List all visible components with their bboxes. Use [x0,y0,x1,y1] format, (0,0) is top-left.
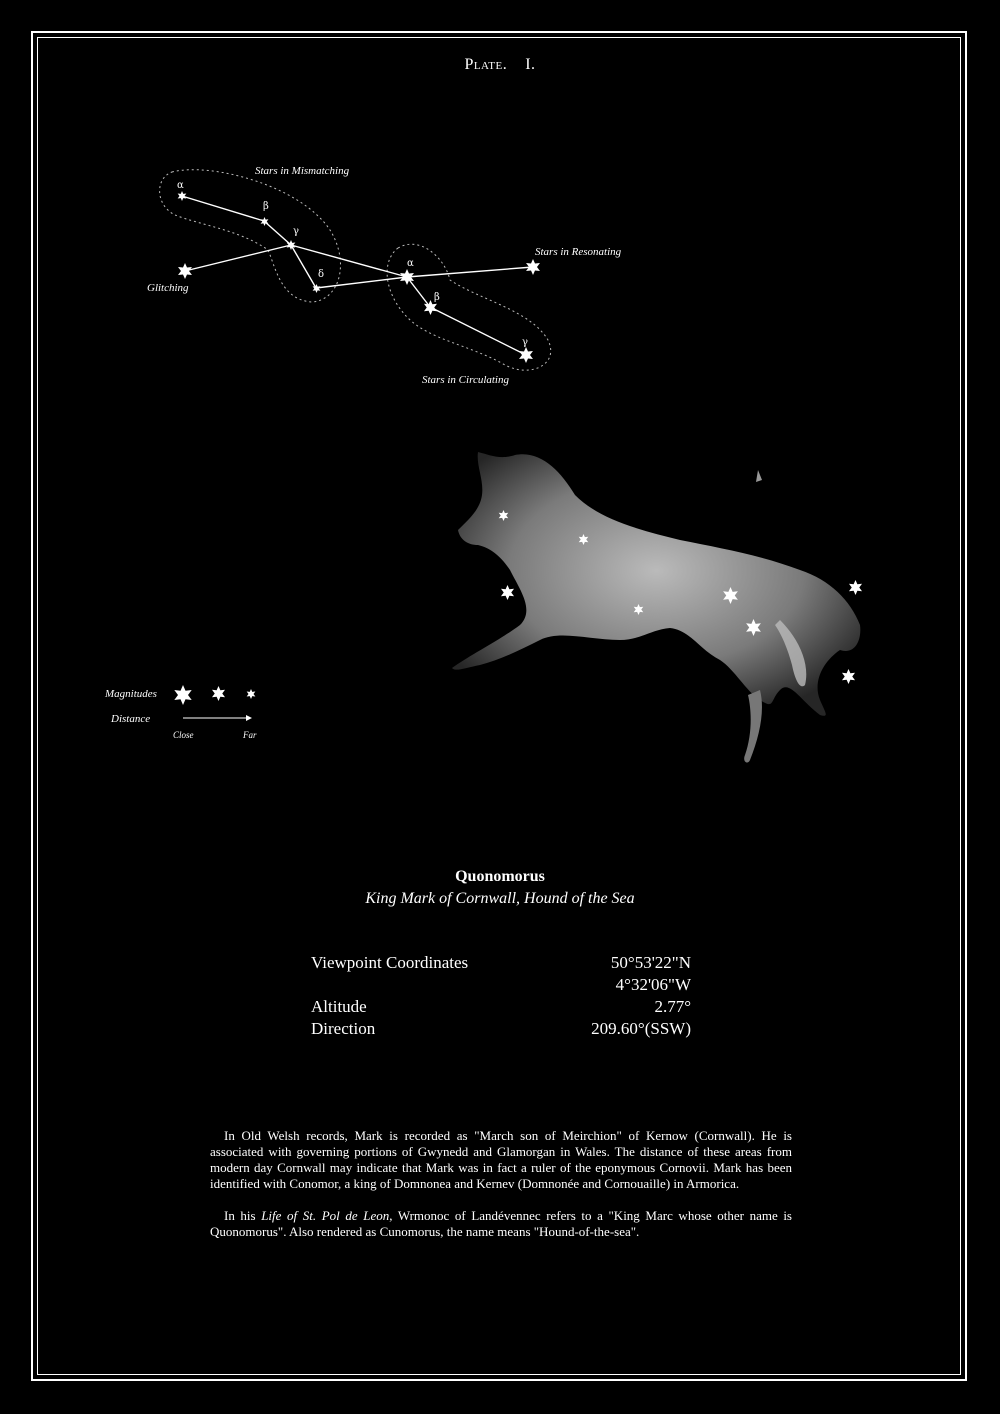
greek-beta-2: β [434,292,440,303]
description-paragraph-2 [210,1208,792,1240]
label-glitching: Glitching [147,282,189,294]
legend-distance: Distance [111,713,151,725]
star-alpha-mismatching [178,191,187,201]
greek-alpha-2: α [407,258,414,269]
latitude-value: 50°53'22"N [610,953,691,972]
hound-star [849,580,862,595]
row-coordinates-lon [311,974,691,996]
legend-magnitudes: Magnitudes [105,688,157,700]
legend-star-small [247,689,256,699]
label-circulating: Stars in Circulating [422,374,509,386]
longitude-value: 4°32'06"W [615,975,691,994]
distance-arrow-head [246,715,252,721]
greek-gamma-2: γ [522,337,528,348]
description-paragraph-1: In Old Welsh records, Mark is recorded as "March son of Meirchion" of Kernow (Cornwall). He is associated with governing portions of Gwynedd and Glamorgan in Wales. The distance of these areas from modern day Cornwall may indicate that Mark was in fact a ruler of the eponymous Cornovii. Mark has been identified with Conomor, a king of Domnonea and Kernev (Domnonée and Cornouaille) in Armorica. [210,1128,792,1191]
direction-label: Direction [311,1019,376,1038]
altitude-label: Altitude [311,997,367,1016]
altitude-value: 2.77° [654,997,691,1016]
greek-beta: β [263,201,269,212]
label-mismatching: Stars in Mismatching [255,165,350,177]
legend-far: Far [243,730,257,740]
label-resonating: Stars in Resonating [535,246,622,258]
legend [104,685,257,740]
title-block [0,868,1000,908]
legend-close: Close [173,730,194,740]
row-direction [311,1018,691,1040]
viewpoint-label: Viewpoint Coordinates [311,953,469,972]
hound-figure [452,452,860,762]
p2-post: , Wrmonoc of Landévennec refers to a "King Marc whose other name is Quonomorus". Also rendered as Cunomorus, the name means "Hound-of-the-sea". [210,1208,792,1239]
hound-star [842,669,855,684]
plate-label: Plate. [464,56,508,73]
star-glitching [178,263,192,279]
hound-star [501,585,514,600]
greek-gamma: γ [293,226,299,237]
row-altitude [311,996,691,1018]
greek-alpha: α [177,180,184,191]
legend-star-medium [212,686,225,701]
constellation-epithet: King Mark of Cornwall, Hound of the Sea [365,890,635,907]
p2-pre: In his [224,1208,262,1223]
direction-value: 209.60°(SSW) [591,1019,691,1038]
p2-book-title: Life of St. Pol de Leon [261,1208,390,1223]
row-coordinates-lat [311,952,691,974]
constellation-lines [182,196,533,355]
plate-number: I. [525,56,536,73]
constellation-name: Quonomorus [455,868,545,885]
star-gamma-circulating [519,347,533,363]
viewpoint-table [311,952,691,1040]
greek-delta: δ [318,269,325,280]
legend-star-large [174,685,191,705]
description [210,1128,792,1256]
